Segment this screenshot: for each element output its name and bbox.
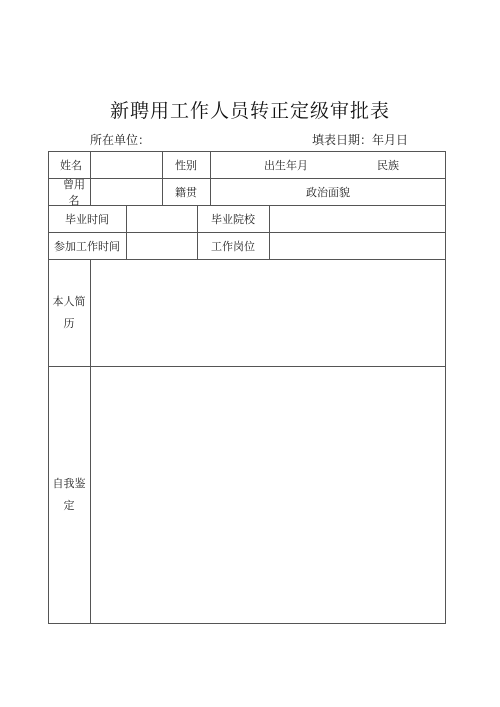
self-assessment-label [48,366,90,623]
birth-date-label: 出生年月 [264,158,308,172]
graduation-school-label: 毕业院校 [211,212,255,226]
graduation-school-field[interactable] [269,205,445,232]
former-name-label: 曾用名 [63,177,85,207]
work-post-label: 工作岗位 [211,239,255,253]
former-name-field[interactable] [90,178,162,205]
work-post-field[interactable] [269,232,445,259]
gender-label: 性别 [175,158,197,172]
unit-label: 所在单位： [90,133,151,147]
form-title: 新聘用工作人员转正定级审批表 [109,100,390,122]
graduation-time-field[interactable] [126,205,197,232]
name-label: 姓名 [60,158,82,172]
ethnicity-label: 民族 [377,158,399,172]
self-assessment-field[interactable] [90,366,445,623]
resume-label [48,259,90,367]
native-place-label: 籍贯 [175,185,197,199]
self-assessment-label-line2: 定 [63,498,75,512]
self-assessment-label-line1: 自我鉴 [52,476,86,490]
political-status-label: 政治面貌 [306,185,350,199]
resume-field[interactable] [90,259,445,366]
resume-label-line2: 历 [63,317,75,330]
work-start-time-field[interactable] [126,232,197,259]
name-field[interactable] [90,151,162,178]
work-start-time-label: 参加工作时间 [54,239,120,253]
fill-date-label: 填表日期：年月日 [312,133,409,147]
graduation-time-label: 毕业时间 [65,212,109,226]
resume-label-line1: 本人简 [52,295,86,308]
